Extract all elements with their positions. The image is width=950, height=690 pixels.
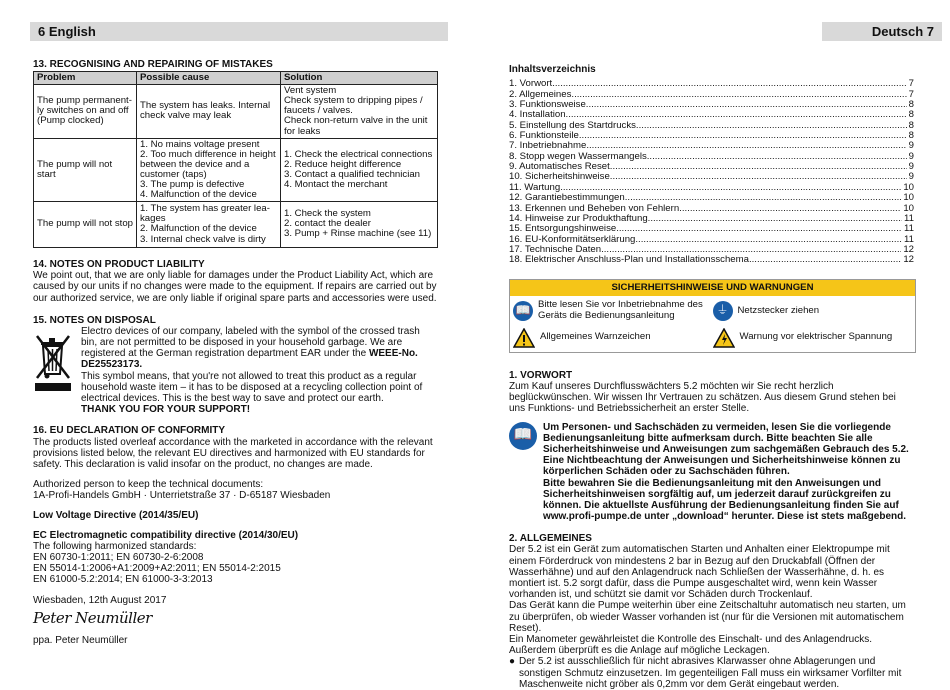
toc-leader xyxy=(749,255,901,265)
table-row xyxy=(34,201,438,247)
toc-entry: 13. Erkennen und Beheben von Fehlern xyxy=(509,202,680,214)
safety-box xyxy=(509,279,916,353)
table-cell: The pump will not stop xyxy=(34,201,137,247)
section-2-para-1: Der 5.2 ist ein Gerät zum automatischen Starten und Anhalten einer Elektropumpe mit einem Förderdruck von mindestens 2 bar in Bezug auf den Druckabfall (Öffnen der Wasserhähne) und auf den Anlagendruck nach Schließen der Wasserhähne, d. h. es montiert ist. 5.2 sorgt dafür, dass die Pumpe ausgeschaltet wird, wenn kein Wasser vorhanden ist, und schützt sie damit vor Schäden durch Trockenlauf. xyxy=(509,544,890,601)
auth-address: 1A-Profi-Handels GmbH · Unterrietstraße 37 · D-65187 Wiesbaden xyxy=(33,490,331,502)
read-manual-icon: 📖 xyxy=(513,301,533,321)
toc-page: 7 xyxy=(908,88,914,100)
unplug-icon: ⏚ xyxy=(713,301,733,321)
table-header: Solution xyxy=(281,72,438,85)
electric-warning-icon xyxy=(713,328,735,348)
toc-entry: 3. Funktionsweise xyxy=(509,98,586,110)
toc-page: 10 xyxy=(903,202,914,214)
toc-entry: 11. Wartung xyxy=(509,181,561,193)
toc-entry: 12. Garantiebestimmungen xyxy=(509,192,625,204)
disposal-block xyxy=(33,326,438,416)
bullet-item: ● Der 5.2 ist ausschließlich für nicht abrasives Klarwasser ohne Ablagerungen und sonstigen Schmutz einzusetzen. Im gegenteiligen Fall muss ein wirksamer Vorfilter mit Maschenweite nicht gröber als 0,2mm vor dem Gerät eingebaut werden. xyxy=(509,656,902,690)
page-header-right: Deutsch 7 xyxy=(822,22,942,41)
toc-entry: 2. Allgemeines xyxy=(509,88,572,100)
toc-page: 9 xyxy=(908,171,914,183)
date-line: Wiesbaden, 12th August 2017 xyxy=(33,594,167,606)
toc-page: 11 xyxy=(904,223,914,235)
notice-text-1: Um Personen- und Sachschäden zu vermeiden, lesen Sie die vorliegende Bedienungsanleitung bitte aufmerksam durch. Bitte beachten Sie alle Sicherheitshinweise und Anweisungen zum sachgemäßen Gebrauch des 5.2. Eine Nichtbeachtung der Anweisungen und Sicherheitshinweise können zu körperlichen Schäden oder zu Sachschäden führen. xyxy=(543,421,909,478)
toc-leader xyxy=(616,224,902,234)
toc-page: 12 xyxy=(903,254,914,266)
read-manual-icon: 📖 xyxy=(509,422,537,450)
toc-row xyxy=(509,193,914,203)
toc-page: 9 xyxy=(908,150,914,162)
standards-label: The following harmonized standards: xyxy=(33,540,197,552)
toc-entry: 8. Stopp wegen Wassermangels xyxy=(509,150,647,162)
toc-leader xyxy=(636,121,907,131)
toc-entry: 16. EU-Konformitätserklärung xyxy=(509,233,636,245)
toc-page: 8 xyxy=(908,129,914,141)
toc-row xyxy=(509,79,914,89)
toc-page: 11 xyxy=(904,233,914,245)
thanks-line: THANK YOU FOR YOUR SUPPORT! xyxy=(81,404,251,416)
toc-entry: 6. Funktionsteile xyxy=(509,129,579,141)
safety-title: SICHERHEITSHINWEISE UND WARNUNGEN xyxy=(510,280,915,297)
toc-leader xyxy=(625,193,902,203)
section-2-title: 2. ALLGEMEINES xyxy=(509,533,592,545)
section-2-para-2: Das Gerät kann die Pumpe weiterhin über eine Zeitschaltuhr automatisch neu starten, um zu überprüfen, ob wieder Wasser vorhanden ist (nur für die Versionen mit automatischem Reset). xyxy=(509,600,906,634)
table-header: Problem xyxy=(34,72,137,85)
toc-leader xyxy=(586,100,907,110)
notice-text-2: Bitte bewahren Sie die Bedienungsanleitung mit den Anweisungen und Sicherheitshinweisen sorgfältig auf, um jederzeit darauf zurückgreifen zu können. Die aktuellste Ausführung der Bedienungsanleitung finden Sie auf www.profi-pumpe.de unter „download“ herunter. Diese ist stets maßgebend. xyxy=(543,477,907,523)
toc-entry: 18. Elektrischer Anschluss-Plan und Installationsschema xyxy=(509,254,749,266)
page-header-left: 6 English xyxy=(30,22,448,41)
right-column xyxy=(509,64,914,690)
toc-title: Inhaltsverzeichnis xyxy=(509,64,596,75)
section-14-text: We point out, that we are only liable for damages under the Product Liability Act, which are caused by our units if no changes were made to the equipment. If repairs are carried out by our authorized service, we are only liable if original spare parts and accessories were used. xyxy=(33,270,437,304)
section-15-text-2: This symbol means, that you're not allowed to treat this product as a regular household waste item – it has to be disposed at a recycling collection point of electrical devices. This is the best way to save and protect our earth. xyxy=(81,370,423,404)
toc-page: 7 xyxy=(908,78,914,90)
bullet-icon: ● xyxy=(509,656,516,668)
toc-leader xyxy=(679,204,901,214)
toc-row xyxy=(509,100,914,110)
table-cell: 1. No mains voltage present 2. Too much difference in height between the device and a customer (taps) 3. The pump is defective 4. Malfunction of the device xyxy=(137,138,281,201)
toc-page: 8 xyxy=(908,119,914,131)
auth-label: Authorized person to keep the technical documents: xyxy=(33,479,264,491)
toc-leader xyxy=(635,235,902,245)
toc-leader xyxy=(648,214,902,224)
notice-block xyxy=(509,422,914,523)
toc-leader xyxy=(552,79,906,89)
toc-entry: 15. Entsorgungshinweise xyxy=(509,223,617,235)
emc-directive: EC Electromagnetic compatibility directive (2014/30/EU) xyxy=(33,529,299,541)
toc-leader xyxy=(571,90,906,100)
lvd-directive: Low Voltage Directive (2014/35/EU) xyxy=(33,509,199,521)
table-cell: The system has leaks. Internal check valve may leak xyxy=(137,85,281,138)
toc-entry: 1. Vorwort xyxy=(509,78,553,90)
section-15-text: Electro devices of our company, labeled with the symbol of the crossed trash bin, are not permitted to be disposed in your household garbage. We are registered at the German registration department EAR under the WEEE-No. DE25523173. xyxy=(81,325,420,371)
table-row xyxy=(34,85,438,138)
toc-page: 9 xyxy=(908,140,914,152)
section-13-title: 13. RECOGNISING AND REPAIRING OF MISTAKES xyxy=(33,59,273,70)
weee-number: WEEE-No. DE25523173. xyxy=(81,348,418,371)
left-column xyxy=(33,59,438,646)
toc-entry: 7. Inbetriebnahme xyxy=(509,140,587,152)
troubleshooting-table xyxy=(33,71,438,248)
table-row xyxy=(34,138,438,201)
standard-line: EN 60730-1:2011; EN 60730-2-6:2008 xyxy=(33,552,204,564)
toc-page: 9 xyxy=(908,161,914,173)
table-cell: The pump permanent- ly switches on and off (Pump clocked) xyxy=(34,85,137,138)
section-1-title: 1. VORWORT xyxy=(509,369,573,381)
toc-page: 12 xyxy=(903,243,914,255)
toc-entry: 9. Automatisches Reset xyxy=(509,161,610,173)
toc-entry: 4. Installation xyxy=(509,109,566,121)
section-15-title: 15. NOTES ON DISPOSAL xyxy=(33,314,156,326)
toc-leader xyxy=(610,162,907,172)
table-cell: 1. Check the system 2. contact the dealer 3. Pump + Rinse machine (see 11) xyxy=(281,201,438,247)
safety-item: Warnung vor elektrischer Spannung xyxy=(713,328,913,348)
toc-page: 10 xyxy=(903,181,914,193)
standard-line: EN 55014-1:2006+A1:2009+A2:2011; EN 55014-2:2015 xyxy=(33,563,281,575)
table-cell: 1. The system has greater lea- kages 2. Malfunction of the device 3. Internal check valve is dirty xyxy=(137,201,281,247)
general-warning-icon xyxy=(513,328,535,348)
signature: Peter Neumüller xyxy=(33,608,152,627)
table-cell: 1. Check the electrical connections 2. Reduce height difference 3. Contact a qualified technician 4. Montact the merchant xyxy=(281,138,438,201)
crossed-bin-icon xyxy=(33,326,81,416)
toc-leader xyxy=(610,172,907,182)
table-header: Possible cause xyxy=(137,72,281,85)
toc-row xyxy=(509,255,914,265)
toc-leader xyxy=(579,131,907,141)
safety-item: ⏚ Netzstecker ziehen xyxy=(713,300,913,321)
section-16-text: The products listed overleaf accordance with the marketed in accordance with the relevant provisions listed below, the relevant EU directives and harmonized with EU standards for safety. This declaration is valid insofar on the product, no changes are made. xyxy=(33,436,433,470)
table-cell: Vent system Check system to dripping pipes / faucets / valves. Check non-return valve in the unit for leaks xyxy=(281,85,438,138)
safety-item: Allgemeines Warnzeichen xyxy=(513,328,713,348)
toc-page: 8 xyxy=(908,98,914,110)
section-1-text: Zum Kauf unseres Durchflusswächters 5.2 möchten wir Sie recht herzlich beglückwünschen. Wir wissen Ihr Vertrauen zu schätzen. Aus diesem Grund stehen bei uns Funktions- und Betriebssicherheit an erster Stelle. xyxy=(509,381,896,415)
section-2-para-3: Ein Manometer gewährleistet die Kontrolle des Einschalt- und des Anlagendrucks. Außerdem überprüft es die Anlage auf mögliche Leckagen. xyxy=(509,633,872,657)
table-of-contents xyxy=(509,79,914,265)
toc-page: 8 xyxy=(908,109,914,121)
toc-entry: 10. Sicherheitshinweise xyxy=(509,171,610,183)
toc-row xyxy=(509,172,914,182)
toc-page: 10 xyxy=(903,192,914,204)
signer-line: ppa. Peter Neumüller xyxy=(33,634,128,646)
section-16-title: 16. EU DECLARATION OF CONFORMITY xyxy=(33,425,226,437)
section-14-title: 14. NOTES ON PRODUCT LIABILITY xyxy=(33,258,205,270)
standard-line: EN 61000-5.2:2014; EN 61000-3-3:2013 xyxy=(33,574,213,586)
toc-entry: 17. Technische Daten xyxy=(509,243,602,255)
toc-page: 11 xyxy=(904,212,914,224)
table-cell: The pump will not start xyxy=(34,138,137,201)
toc-entry: 14. Hinweise zur Produkthaftung xyxy=(509,212,648,224)
toc-leader xyxy=(647,152,907,162)
toc-entry: 5. Einstellung des Startdrucks xyxy=(509,119,636,131)
safety-item: 📖 Bitte lesen Sie vor Inbetriebnahme des Geräts die Bedienungsanleitung xyxy=(513,300,713,321)
